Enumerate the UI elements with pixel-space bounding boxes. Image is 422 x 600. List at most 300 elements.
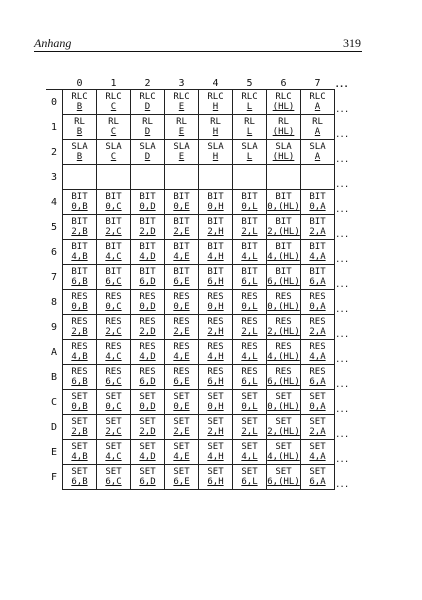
continuation-marks: ... — [335, 229, 349, 240]
operand: 0,A — [309, 202, 326, 212]
opcode-cell — [63, 265, 97, 290]
opcode-cell — [267, 365, 301, 390]
continuation-marks: ... — [335, 129, 349, 140]
mnemonic: RES — [105, 292, 122, 302]
row-header: 1 — [46, 115, 63, 140]
operand: 6,C — [105, 377, 122, 387]
mnemonic: RES — [207, 317, 224, 327]
operand: 6,H — [207, 377, 224, 387]
mnemonic: RES — [241, 317, 258, 327]
opcode-cell — [199, 390, 233, 415]
operand: 6,D — [139, 377, 156, 387]
operand: 6,D — [139, 477, 156, 487]
mnemonic: BIT — [139, 267, 156, 277]
opcode-cell — [267, 190, 301, 215]
opcode-cell — [267, 440, 301, 465]
mnemonic: RL — [176, 117, 187, 127]
opcode-cell — [165, 115, 199, 140]
opcode-cell — [165, 90, 199, 115]
opcode-cell — [199, 215, 233, 240]
mnemonic: SET — [71, 417, 88, 427]
row-header: D — [46, 415, 63, 440]
opcode-cell — [267, 390, 301, 415]
operand: 2,H — [207, 227, 224, 237]
table-row — [46, 415, 348, 440]
operand: 6,B — [71, 477, 88, 487]
operand: 0,H — [207, 202, 224, 212]
row-header: 7 — [46, 265, 63, 290]
operand: 6,A — [309, 277, 326, 287]
mnemonic: BIT — [241, 192, 258, 202]
operand: 2,A — [309, 227, 326, 237]
table-row — [46, 340, 348, 365]
opcode-cell — [199, 365, 233, 390]
mnemonic: SET — [139, 417, 156, 427]
opcode-cell — [233, 240, 267, 265]
operand: 6,E — [173, 277, 190, 287]
operand: 0,D — [139, 402, 156, 412]
opcode-cell — [97, 290, 131, 315]
operand: 0,B — [71, 302, 88, 312]
opcode-cell — [233, 190, 267, 215]
opcode-cell — [63, 465, 97, 490]
operand: 6,B — [71, 277, 88, 287]
operand: 4,(HL) — [267, 352, 300, 362]
mnemonic: SET — [71, 392, 88, 402]
mnemonic: RES — [139, 367, 156, 377]
mnemonic: SET — [173, 467, 190, 477]
mnemonic: BIT — [275, 192, 292, 202]
mnemonic: SET — [309, 392, 326, 402]
mnemonic: BIT — [71, 267, 88, 277]
opcode-cell — [97, 440, 131, 465]
mnemonic: SET — [173, 417, 190, 427]
mnemonic: SET — [241, 442, 258, 452]
operand: 2,(HL) — [267, 227, 300, 237]
mnemonic: SET — [207, 417, 224, 427]
continuation-marks: ... — [335, 404, 349, 415]
opcode-cell — [301, 90, 335, 115]
operand: 2,D — [139, 427, 156, 437]
operand: C — [110, 152, 117, 162]
operand: 0,H — [207, 302, 224, 312]
operand: D — [144, 102, 151, 112]
operand: L — [246, 152, 253, 162]
mnemonic: BIT — [71, 217, 88, 227]
operand: 0,E — [173, 302, 190, 312]
mnemonic: BIT — [173, 192, 190, 202]
operand: 6,L — [241, 277, 258, 287]
opcode-cell — [199, 165, 233, 190]
table-row — [46, 290, 348, 315]
opcode-cell — [301, 315, 335, 340]
continuation-marks: ... — [335, 179, 349, 190]
operand: 0,H — [207, 402, 224, 412]
table-row — [46, 190, 348, 215]
opcode-cell — [165, 215, 199, 240]
header-rule — [34, 51, 362, 52]
mnemonic: SET — [309, 467, 326, 477]
continuation-marks: ... — [335, 204, 349, 215]
operand: 0,(HL) — [267, 202, 300, 212]
mnemonic: SET — [105, 442, 122, 452]
operand: 6,(HL) — [267, 377, 300, 387]
mnemonic: RES — [71, 317, 88, 327]
mnemonic: RES — [241, 342, 258, 352]
mnemonic: SET — [309, 417, 326, 427]
page-number: 319 — [343, 36, 361, 50]
mnemonic: SLA — [139, 142, 156, 152]
mnemonic: RES — [105, 317, 122, 327]
mnemonic: SET — [173, 442, 190, 452]
opcode-cell — [233, 90, 267, 115]
opcode-cell — [301, 240, 335, 265]
opcode-cell — [199, 115, 233, 140]
mnemonic: RLC — [71, 92, 88, 102]
mnemonic: SLA — [105, 142, 122, 152]
opcode-cell — [63, 215, 97, 240]
operand: 2,L — [241, 427, 258, 437]
operand: 6,L — [241, 477, 258, 487]
mnemonic: SET — [71, 442, 88, 452]
opcode-cell — [233, 265, 267, 290]
operand: A — [314, 152, 321, 162]
opcode-cell — [63, 440, 97, 465]
opcode-cell — [97, 340, 131, 365]
operand: 6,D — [139, 277, 156, 287]
mnemonic: RES — [71, 292, 88, 302]
mnemonic: SET — [207, 392, 224, 402]
continuation-marks: ... — [335, 454, 349, 465]
mnemonic: RES — [207, 367, 224, 377]
mnemonic: SET — [207, 442, 224, 452]
opcode-cell — [233, 340, 267, 365]
operand: 4,L — [241, 352, 258, 362]
column-header: 0 — [76, 78, 83, 89]
operand: C — [110, 102, 117, 112]
opcode-cell — [131, 390, 165, 415]
operand: 6,B — [71, 377, 88, 387]
mnemonic: BIT — [139, 242, 156, 252]
mnemonic: SET — [241, 467, 258, 477]
mnemonic: BIT — [105, 217, 122, 227]
opcode-cell — [97, 265, 131, 290]
operand: 4,D — [139, 252, 156, 262]
table-row — [46, 465, 348, 490]
opcode-cell — [63, 415, 97, 440]
table-row — [46, 365, 348, 390]
opcode-cell — [301, 390, 335, 415]
opcode-cell — [165, 415, 199, 440]
operand: 6,A — [309, 377, 326, 387]
opcode-cell — [199, 240, 233, 265]
operand: 2,A — [309, 427, 326, 437]
mnemonic: BIT — [71, 242, 88, 252]
opcode-cell — [97, 190, 131, 215]
mnemonic: RLC — [275, 92, 292, 102]
operand: 2,H — [207, 427, 224, 437]
mnemonic: SET — [275, 417, 292, 427]
mnemonic: BIT — [105, 267, 122, 277]
operand: 0,C — [105, 402, 122, 412]
operand: 6,E — [173, 377, 190, 387]
mnemonic: BIT — [241, 217, 258, 227]
opcode-cell — [233, 290, 267, 315]
opcode-cell — [267, 165, 301, 190]
column-header: 2 — [144, 78, 151, 89]
continuation-marks: ... — [335, 379, 349, 390]
mnemonic: RES — [139, 317, 156, 327]
opcode-cell — [97, 415, 131, 440]
operand: 6,H — [207, 477, 224, 487]
table-row — [46, 315, 348, 340]
opcode-cell — [165, 315, 199, 340]
operand: 0,L — [241, 202, 258, 212]
opcode-cell — [301, 115, 335, 140]
opcode-cell — [267, 465, 301, 490]
row-header: E — [46, 440, 63, 465]
mnemonic: RES — [275, 367, 292, 377]
table-row — [46, 215, 348, 240]
opcode-cell — [199, 190, 233, 215]
opcode-cell — [131, 365, 165, 390]
opcode-cell — [199, 290, 233, 315]
opcode-cell — [131, 315, 165, 340]
mnemonic: SET — [275, 392, 292, 402]
table-body — [46, 90, 348, 490]
mnemonic: BIT — [309, 242, 326, 252]
mnemonic: SET — [275, 442, 292, 452]
operand: 2,B — [71, 427, 88, 437]
operand: 4,(HL) — [267, 252, 300, 262]
continuation-marks: ... — [335, 329, 349, 340]
mnemonic: RES — [275, 292, 292, 302]
operand: B — [76, 152, 83, 162]
opcode-cell — [301, 340, 335, 365]
opcode-cell — [199, 90, 233, 115]
operand: 0,E — [173, 402, 190, 412]
mnemonic: RES — [71, 367, 88, 377]
opcode-cell — [199, 440, 233, 465]
mnemonic: SLA — [207, 142, 224, 152]
opcode-cell — [301, 440, 335, 465]
mnemonic: RL — [312, 117, 323, 127]
opcode-cell — [233, 215, 267, 240]
table-row — [46, 440, 348, 465]
mnemonic: RES — [139, 292, 156, 302]
opcode-cell — [97, 165, 131, 190]
opcode-cell — [97, 365, 131, 390]
operand: 2,E — [173, 227, 190, 237]
mnemonic: SET — [309, 442, 326, 452]
mnemonic: SET — [139, 442, 156, 452]
operand: 4,C — [105, 352, 122, 362]
opcode-cell — [267, 340, 301, 365]
table-row — [46, 90, 348, 115]
opcode-cell — [199, 465, 233, 490]
mnemonic: SLA — [275, 142, 292, 152]
mnemonic: RES — [309, 292, 326, 302]
opcode-cell — [267, 290, 301, 315]
opcode-cell — [233, 115, 267, 140]
continuation-marks: ... — [335, 479, 349, 490]
mnemonic: BIT — [207, 192, 224, 202]
mnemonic: RES — [173, 367, 190, 377]
mnemonic: SET — [139, 467, 156, 477]
operand: H — [212, 102, 219, 112]
operand: 2,B — [71, 227, 88, 237]
operand: 4,A — [309, 352, 326, 362]
row-header: C — [46, 390, 63, 415]
mnemonic: RES — [309, 342, 326, 352]
opcode-cell — [97, 240, 131, 265]
mnemonic: SLA — [309, 142, 326, 152]
mnemonic: SET — [241, 417, 258, 427]
operand: 4,(HL) — [267, 452, 300, 462]
mnemonic: RES — [173, 342, 190, 352]
opcode-cell — [63, 90, 97, 115]
opcode-cell — [267, 315, 301, 340]
column-header: 5 — [246, 78, 253, 89]
operand: 2,A — [309, 327, 326, 337]
mnemonic: RLC — [207, 92, 224, 102]
opcode-cell — [131, 215, 165, 240]
mnemonic: RES — [173, 292, 190, 302]
opcode-cell — [165, 165, 199, 190]
mnemonic: SET — [105, 467, 122, 477]
row-header: 9 — [46, 315, 63, 340]
mnemonic: RLC — [173, 92, 190, 102]
column-header: 6 — [280, 78, 287, 89]
operand: 2,E — [173, 327, 190, 337]
operand: 6,A — [309, 477, 326, 487]
mnemonic: BIT — [309, 192, 326, 202]
table-row — [46, 265, 348, 290]
mnemonic: RES — [241, 292, 258, 302]
mnemonic: RES — [207, 342, 224, 352]
opcode-cell — [165, 290, 199, 315]
opcode-cell — [63, 340, 97, 365]
opcode-cell — [165, 390, 199, 415]
opcode-cell — [131, 465, 165, 490]
operand: 6,C — [105, 477, 122, 487]
mnemonic: SET — [275, 467, 292, 477]
mnemonic: BIT — [275, 267, 292, 277]
mnemonic: RES — [207, 292, 224, 302]
opcode-cell — [97, 315, 131, 340]
column-header: 4 — [212, 78, 219, 89]
operand: 4,L — [241, 452, 258, 462]
mnemonic: RES — [71, 342, 88, 352]
opcode-cell — [165, 465, 199, 490]
operand: 2,B — [71, 327, 88, 337]
operand: 0,(HL) — [267, 402, 300, 412]
operand: 4,E — [173, 452, 190, 462]
opcode-cell — [233, 365, 267, 390]
operand: 4,H — [207, 452, 224, 462]
mnemonic: RES — [275, 317, 292, 327]
operand: 0,A — [309, 402, 326, 412]
mnemonic: SET — [105, 392, 122, 402]
operand: 0,B — [71, 202, 88, 212]
mnemonic: BIT — [105, 192, 122, 202]
operand: A — [314, 127, 321, 137]
row-header: 3 — [46, 165, 63, 190]
opcode-cell — [165, 340, 199, 365]
opcode-cell — [63, 190, 97, 215]
continuation-marks: ... — [334, 79, 348, 90]
opcode-cell — [301, 465, 335, 490]
opcode-cell — [97, 115, 131, 140]
opcode-cell — [233, 390, 267, 415]
opcode-cell — [301, 190, 335, 215]
opcode-cell — [199, 140, 233, 165]
opcode-cell — [267, 265, 301, 290]
continuation-marks: ... — [335, 304, 349, 315]
mnemonic: BIT — [275, 217, 292, 227]
column-header: 7 — [314, 78, 321, 89]
opcode-cell — [131, 140, 165, 165]
operand: 0,E — [173, 202, 190, 212]
operand: H — [212, 127, 219, 137]
mnemonic: RES — [309, 367, 326, 377]
operand: (HL) — [272, 152, 295, 162]
opcode-cell — [63, 315, 97, 340]
mnemonic: RES — [275, 342, 292, 352]
opcode-cell — [63, 140, 97, 165]
operand: 4,E — [173, 352, 190, 362]
table-row — [46, 115, 348, 140]
operand: 4,B — [71, 452, 88, 462]
row-header: 2 — [46, 140, 63, 165]
opcode-cell — [97, 390, 131, 415]
opcode-cell — [233, 165, 267, 190]
opcode-cell — [301, 140, 335, 165]
opcode-cell — [199, 415, 233, 440]
column-header: 1 — [110, 78, 117, 89]
operand: 6,C — [105, 277, 122, 287]
row-header: 4 — [46, 190, 63, 215]
row-header: B — [46, 365, 63, 390]
row-header: 6 — [46, 240, 63, 265]
opcode-table — [46, 78, 348, 490]
mnemonic: SET — [207, 467, 224, 477]
operand: 4,A — [309, 452, 326, 462]
row-header: 5 — [46, 215, 63, 240]
mnemonic: RL — [244, 117, 255, 127]
operand: 4,H — [207, 252, 224, 262]
continuation-marks: ... — [335, 254, 349, 265]
opcode-cell — [233, 415, 267, 440]
column-header-row — [46, 78, 348, 90]
operand: 0,D — [139, 202, 156, 212]
continuation-marks: ... — [335, 154, 349, 165]
operand: 4,H — [207, 352, 224, 362]
operand: 2,(HL) — [267, 427, 300, 437]
opcode-cell — [63, 365, 97, 390]
operand: 2,C — [105, 327, 122, 337]
mnemonic: RES — [173, 317, 190, 327]
operand: 0,C — [105, 202, 122, 212]
mnemonic: RL — [108, 117, 119, 127]
mnemonic: RL — [210, 117, 221, 127]
operand: 2,H — [207, 327, 224, 337]
opcode-cell — [301, 265, 335, 290]
mnemonic: BIT — [139, 192, 156, 202]
opcode-cell — [165, 140, 199, 165]
operand: 4,B — [71, 352, 88, 362]
table-row — [46, 240, 348, 265]
